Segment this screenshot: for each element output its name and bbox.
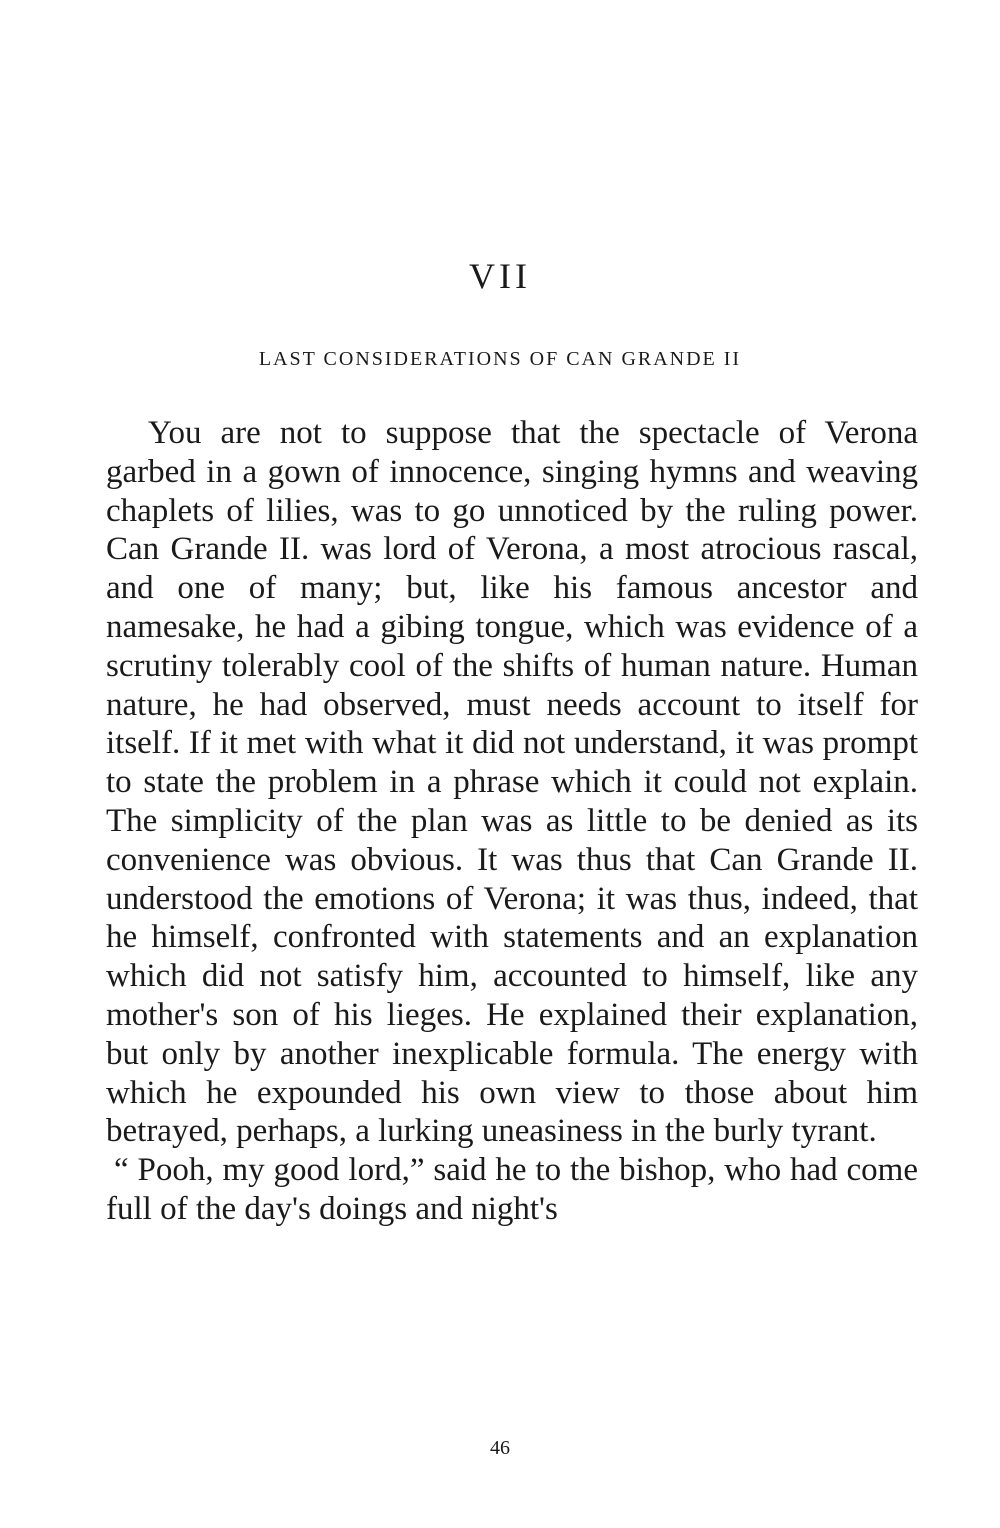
chapter-number: VII [469,256,531,296]
page-number: 46 [490,1437,510,1459]
paragraph: You are not to suppose that the spectacle of Verona garbed in a gown of innocence, singing hymns and weaving chaplets of lilies, was to go unnoticed by the ruling power. Can Grande II. was lord of Verona, a most atrocious rascal, and one of many; but, like his famous ancestor and namesake, he had a gibing tongue, which was evidence of a scrutiny tolerably cool of the shifts of human nature. Human nature, he had observed, must needs account to itself for itself. If it met with what it did not understand, it was prompt to state the problem in a phrase which it could not explain. The simplicity of the plan was as little to be denied as its convenience was obvious. It was thus that Can Grande II. understood the emotions of Verona; it was thus, indeed, that he himself, confronted with statements and an explanation which did not satisfy him, accounted to himself, like any mother's son of his lieges. He explained their explanation, but only by another inexplicable formula. The energy with which he expounded his own view to those about him betrayed, perhaps, a lurking uneasiness in the burly tyrant. [106,415,918,1150]
chapter-title: LAST CONSIDERATIONS OF CAN GRANDE II [258,348,742,370]
body-text [106,414,918,1229]
paragraph: “ Pooh, my good lord,” said he to the bishop, who had come full of the day's doings and night's [106,1152,918,1227]
